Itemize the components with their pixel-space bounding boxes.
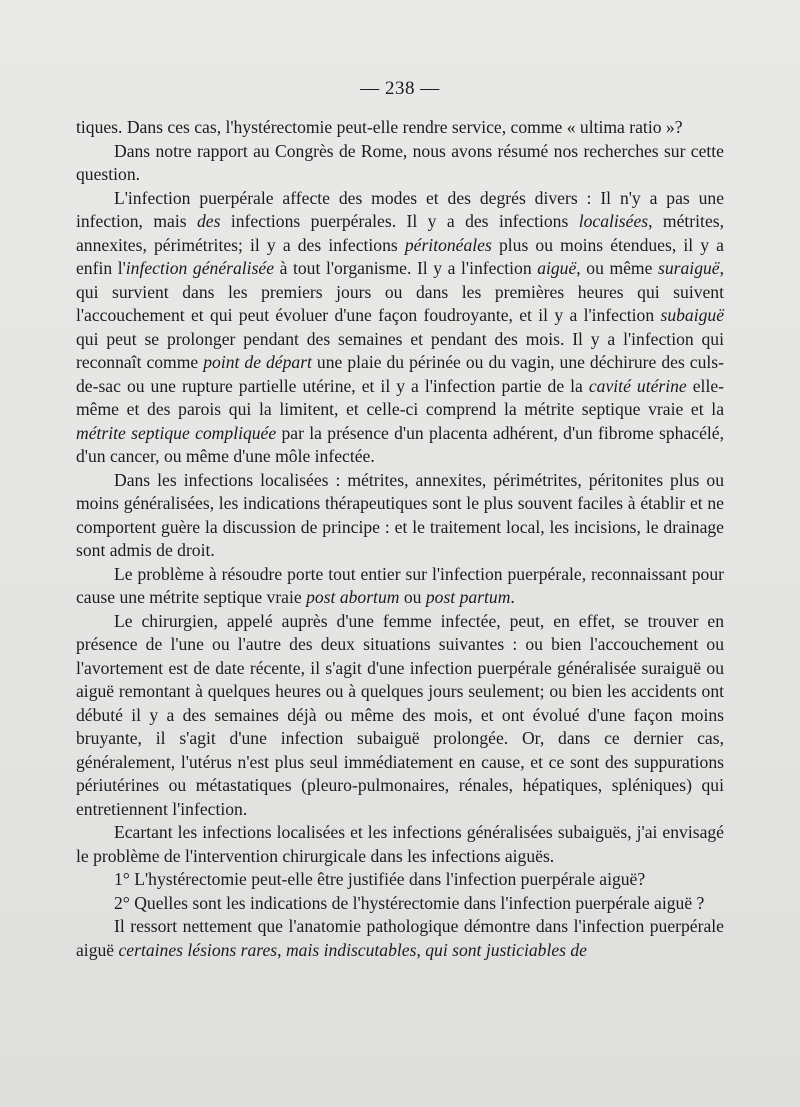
paragraph-p8 — [76, 868, 724, 892]
text-run: , qui survient dans les premiers jours ou dans les premières heures qui suivent l'accouchement et qui peut évoluer d'une façon foudroyante, et il y a l'infection — [76, 258, 724, 325]
italic-text: suraiguë — [658, 258, 720, 278]
text-run: , métrites, annexites, périmétrites; il y a des infections — [76, 211, 725, 255]
italic-text: post abortum — [306, 587, 400, 607]
text-run: qui peut se prolonger pendant des semaines et pendant des mois. Il y a l'infection qui reconnaît comme — [76, 328, 724, 372]
italic-text: métrite septique compliquée — [76, 422, 277, 443]
page-number: — 238 — — [360, 78, 440, 99]
italic-text: subaiguë — [660, 305, 724, 325]
paragraph-p7 — [76, 821, 724, 868]
text-run: une plaie du périnée ou du vagin, une déchirure des culs-de-sac ou une rupture partielle utérine, et il y a l'infection partie de la — [76, 352, 724, 396]
text-run: ou — [399, 587, 426, 607]
text-run: Ecartant les infections localisées et les infections généralisées subaiguës, j'ai envisagé le problème de l'intervention chirurgicale dans les infections aiguës. — [76, 822, 724, 866]
text-run: plus ou moins étendues, il y a enfin l' — [76, 234, 724, 278]
italic-text: des — [196, 211, 221, 231]
paragraph-p10 — [76, 915, 724, 962]
paragraph-p4 — [76, 469, 724, 563]
text-run: , — [277, 939, 286, 960]
text-run: , — [416, 939, 426, 960]
italic-text: péritonéales — [404, 234, 492, 255]
paragraph-p2 — [76, 140, 724, 187]
paragraph-p9 — [76, 892, 724, 916]
italic-text: qui sont justiciables de — [425, 939, 587, 960]
text-run: Le problème à résoudre porte tout entier sur l'infection puerpérale, reconnaissant pour cause une métrite septique vraie — [76, 563, 724, 607]
text-run: infections puerpérales. Il y a des infections — [220, 211, 579, 231]
text-run: L'infection puerpérale affecte des modes et des degrés divers : Il n'y a pas une infection, mais — [76, 187, 724, 231]
italic-text: mais indiscutables — [285, 939, 417, 960]
text-run: 1° L'hystérectomie peut-elle être justifiée dans l'infection puerpérale aiguë? — [114, 869, 646, 889]
italic-text: certaines lésions rares — [118, 939, 278, 960]
text-run: elle-même et des parois qui la limitent, et celle-ci comprend la métrite septique vraie et la — [76, 375, 725, 419]
text-run: Il ressort nettement que l'anatomie pathologique démontre dans l'infection puerpérale aiguë — [76, 916, 724, 960]
text-run: Le chirurgien, appelé auprès d'une femme infectée, peut, en effet, se trouver en présence de l'une ou l'autre des deux situations suivantes : ou bien l'accouchement ou l'avortement est de date récente, il s'agit d'une infection puerpérale généralisée suraiguë ou aiguë remontant à quelques heures ou à quelques jours seulement; ou bien les accidents ont débuté il y a des semaines déjà ou même des mois, et ont évolué d'une façon moins bruyante, il s'agit d'une infection subaiguë prolongée. Or, dans ce dernier cas, généralement, l'utérus n'est plus seul immédiatement en cause, et ce sont des suppurations périutérines ou métastatiques (pleuro-pulmonaires, rénales, hépatiques, spléniques) qui entretiennent l'infection. — [76, 610, 724, 819]
paragraph-p6 — [76, 610, 724, 822]
italic-text: point de départ — [203, 352, 312, 372]
text-run: Dans les infections localisées : métrites, annexites, périmétrites, péritonites plus ou moins généralisées, les indications thérapeutiques sont le plus souvent faciles à établir et ne comportent guère la discussion de principe : et le traitement local, les incisions, le drainage sont admis de droit. — [76, 469, 724, 560]
text-run: , ou même — [576, 258, 659, 278]
italic-text: localisées — [578, 211, 649, 231]
text-run: par la présence d'un placenta adhérent, d'un fibrome sphacélé, d'un cancer, ou même d'une môle infectée. — [76, 422, 724, 466]
text-run: Dans notre rapport au Congrès de Rome, nous avons résumé nos recherches sur cette question. — [76, 140, 724, 184]
paragraph-p3 — [76, 187, 724, 469]
italic-text: post partum — [425, 587, 511, 607]
text-run: tiques. Dans ces cas, l'hystérectomie peut-elle rendre service, comme « ultima ratio »? — [76, 117, 683, 137]
italic-text: aiguë — [537, 258, 577, 278]
text-run: à tout l'organisme. Il y a l'infection — [274, 258, 538, 278]
body-text — [76, 116, 724, 962]
italic-text: cavité utérine — [588, 375, 687, 396]
paragraph-p1 — [76, 116, 724, 140]
italic-text: infection généralisée — [125, 258, 275, 278]
text-run: . — [510, 587, 515, 607]
text-run: 2° Quelles sont les indications de l'hystérectomie dans l'infection puerpérale aiguë ? — [114, 892, 705, 913]
paragraph-p5 — [76, 563, 724, 610]
